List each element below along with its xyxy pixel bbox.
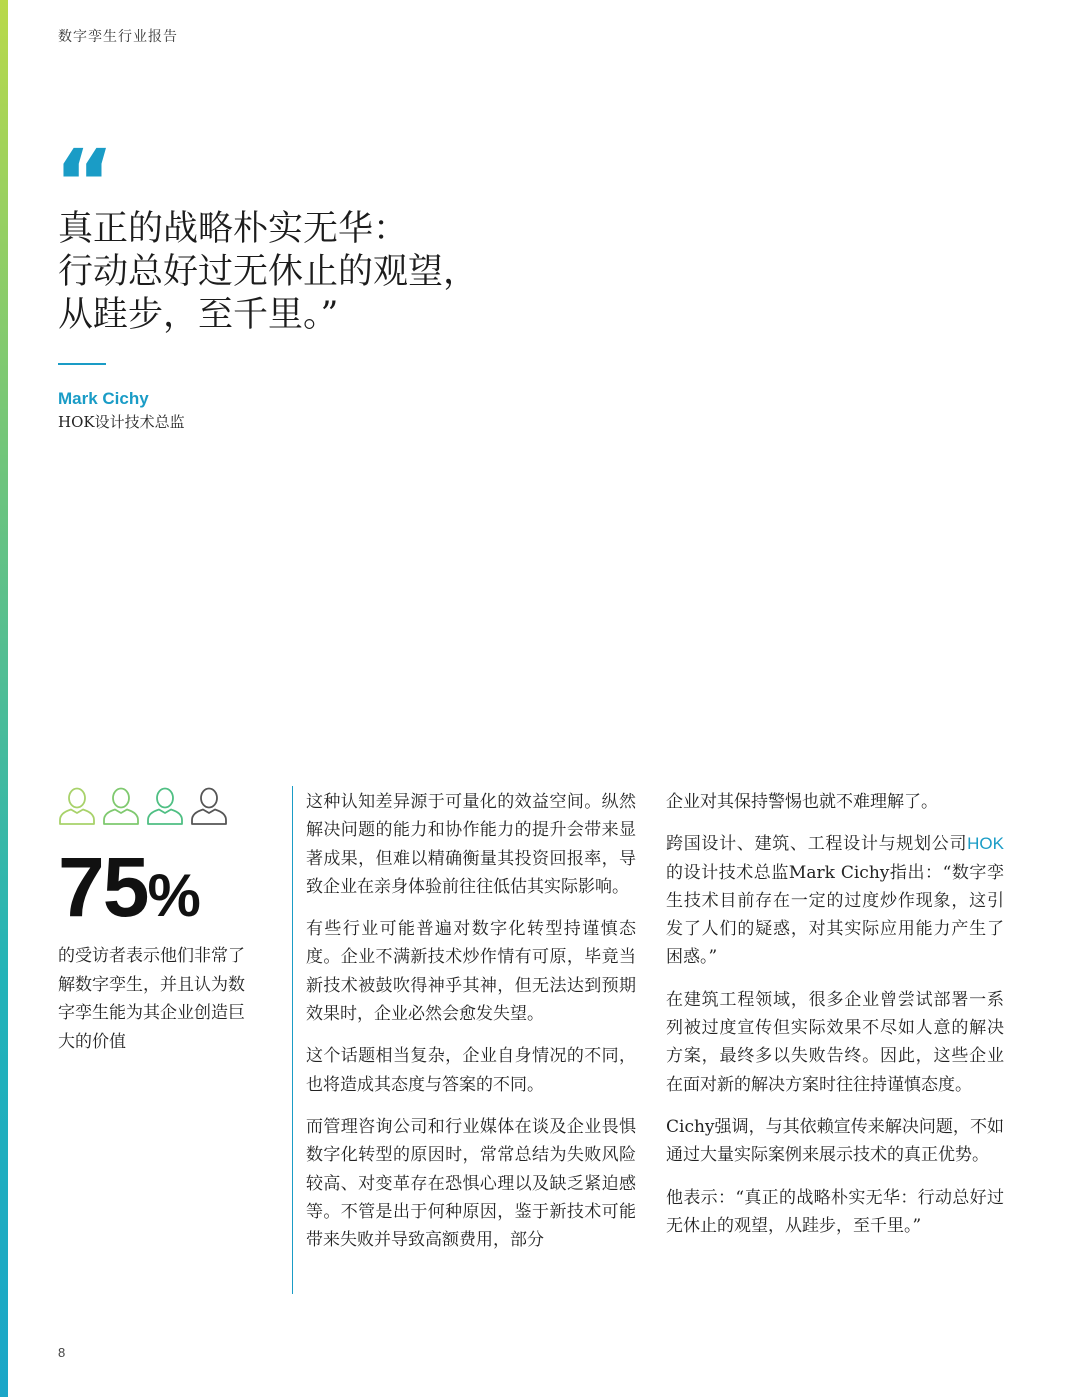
running-header: 数字孪生行业报告 bbox=[58, 29, 178, 45]
body-column-right bbox=[666, 788, 1004, 1254]
pull-quote bbox=[58, 208, 478, 337]
body-paragraph: 这个话题相当复杂，企业自身情况的不同，也将造成其态度与答案的不同。 bbox=[306, 1046, 636, 1095]
body-text: 跨国设计、建筑、工程设计与规划公司 bbox=[666, 834, 968, 855]
body-paragraph: 在建筑工程领域，很多企业曾尝试部署一系列被过度宣传但实际效果不尽如人意的解决方案，最终多以失败告终。因此，这些企业在面对新的解决方案时往往持谨慎态度。 bbox=[666, 989, 1004, 1095]
stat-person-icons bbox=[58, 786, 228, 826]
body-paragraph: 企业对其保持警惕也就不难理解了。 bbox=[666, 792, 938, 812]
quote-author: Mark Cichy bbox=[58, 389, 149, 408]
body-column-middle bbox=[306, 788, 636, 1268]
column-divider bbox=[292, 786, 293, 1294]
quote-mark-icon: “ bbox=[54, 130, 115, 237]
person-icon bbox=[58, 786, 96, 826]
body-paragraph: Cichy强调，与其依赖宣传来解决问题，不如通过大量实际案例来展示技术的真正优势。 bbox=[666, 1116, 1004, 1166]
body-text: 的设计技术总监Mark Cichy指出：“数字孪生技术目前存在一定的过度炒作现象，这引发了人们的疑惑，对其实际应用能力产生了困惑。” bbox=[666, 862, 1004, 968]
body-paragraph: 有些行业可能普遍对数字化转型持谨慎态度。企业不满新技术炒作情有可原，毕竟当新技术被鼓吹得神乎其神，但无法达到预期效果时，企业必然会愈发失望。 bbox=[306, 919, 636, 1025]
stat-caption: 的受访者表示他们非常了解数字孪生，并且认为数字孪生能为其企业创造巨大的价值 bbox=[58, 946, 245, 1052]
person-icon bbox=[102, 786, 140, 826]
body-paragraph bbox=[666, 830, 1004, 971]
page-number: 8 bbox=[58, 1345, 66, 1360]
quote-author-role: HOK设计技术总监 bbox=[58, 413, 185, 431]
body-paragraph: 这种认知差异源于可量化的效益空间。纵然解决问题的能力和协作能力的提升会带来显著成果，但难以精确衡量其投资回报率，导致企业在亲身体验前往往低估其实际影响。 bbox=[306, 792, 636, 897]
quote-divider bbox=[58, 363, 106, 365]
stat-number: 75 bbox=[58, 840, 148, 934]
decorative-gradient-edge bbox=[0, 0, 8, 1397]
person-outline-icon bbox=[190, 786, 228, 826]
pull-quote-line: 行动总好过无休止的观望， bbox=[58, 252, 479, 292]
pull-quote-line: 真正的战略朴实无华： bbox=[58, 209, 409, 249]
stat-value bbox=[58, 842, 201, 941]
company-highlight: HOK bbox=[967, 834, 1004, 854]
body-paragraph: 他表示：“真正的战略朴实无华：行动总好过无休止的观望，从跬步，至千里。” bbox=[666, 1187, 1004, 1236]
person-icon bbox=[146, 786, 184, 826]
body-paragraph: 而管理咨询公司和行业媒体在谈及企业畏惧数字化转型的原因时，常常总结为失败风险较高、对变革存在恐惧心理以及缺乏紧迫感等。不管是出于何种原因，鉴于新技术可能带来失败并导致高额费用，部分 bbox=[306, 1116, 636, 1251]
stat-unit: % bbox=[147, 862, 201, 929]
pull-quote-line: 从跬步，至千里。” bbox=[58, 295, 339, 335]
